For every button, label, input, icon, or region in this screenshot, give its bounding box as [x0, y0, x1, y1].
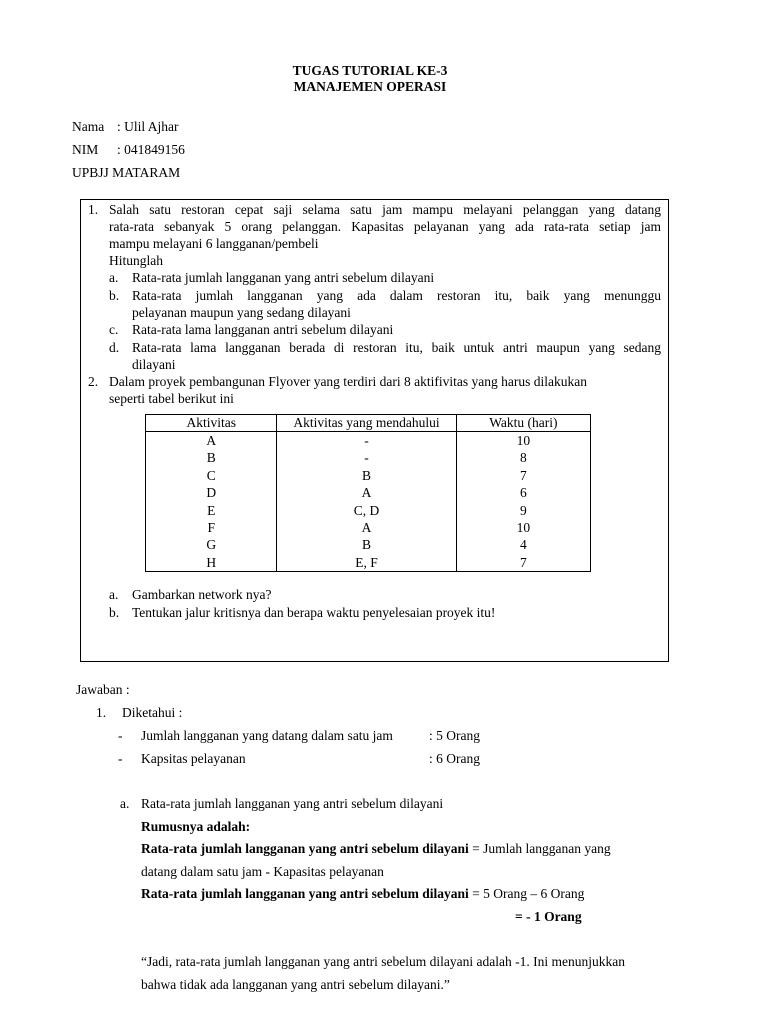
q2-item-a-text: Gambarkan network nya?	[132, 587, 272, 602]
table-cell: A	[146, 432, 277, 450]
known-1-dash: -	[118, 728, 123, 743]
name-label: Nama	[72, 119, 105, 134]
nim-value: : 041849156	[117, 142, 185, 157]
table-cell: -	[277, 432, 456, 450]
table-row	[146, 432, 591, 450]
known-2-dash: -	[118, 751, 123, 766]
table-cell: F	[146, 519, 277, 536]
table-row	[146, 502, 591, 519]
table-cell: G	[146, 536, 277, 553]
table-cell: C, D	[277, 502, 456, 519]
table-row	[146, 449, 591, 466]
conclusion-line-2: bahwa tidak ada langganan yang antri sebelum dilayani.”	[141, 977, 450, 992]
table-row	[146, 554, 591, 572]
table-cell: E, F	[277, 554, 456, 572]
table-cell: 8	[456, 449, 590, 466]
table-row	[146, 536, 591, 553]
formula-line-2: datang dalam satu jam - Kapasitas pelayanan	[141, 864, 384, 879]
nim-label: NIM	[72, 142, 99, 157]
table-cell: 7	[456, 467, 590, 484]
q1-number: 1.	[88, 202, 99, 217]
table-header-row	[146, 415, 591, 432]
q2-item-b-text: Tentukan jalur kritisnya dan berapa waktu penyelesaian proyek itu!	[132, 605, 496, 620]
table-header-cell: Aktivitas	[146, 415, 277, 432]
table-cell: A	[277, 484, 456, 501]
calc-bold: Rata-rata jumlah langganan yang antri sebelum dilayani	[141, 886, 469, 901]
calc-line	[141, 886, 584, 902]
part-a-title: Rata-rata jumlah langganan yang antri sebelum dilayani	[141, 796, 444, 811]
formula-line-1	[141, 841, 611, 857]
table-row	[146, 467, 591, 484]
q2-item-b-letter: b.	[109, 605, 120, 620]
table-cell: 7	[456, 554, 590, 572]
known-2-label: Kapsitas pelayanan	[141, 751, 246, 766]
part-a-letter: a.	[120, 796, 130, 811]
table-cell: 10	[456, 519, 590, 536]
table-cell: 6	[456, 484, 590, 501]
table-cell: 4	[456, 536, 590, 553]
q1-text-line-3: mampu melayani 6 langganan/pembeli	[109, 236, 319, 251]
table-cell: D	[146, 484, 277, 501]
table-header-cell: Waktu (hari)	[456, 415, 590, 432]
activity-table	[145, 414, 591, 572]
q2-text-line-1: Dalam proyek pembangunan Flyover yang terdiri dari 8 aktifivitas yang harus dilakukan	[109, 374, 587, 389]
table-cell: 9	[456, 502, 590, 519]
table-cell: -	[277, 449, 456, 466]
conclusion-line-1: “Jadi, rata-rata jumlah langganan yang antri sebelum dilayani adalah -1. Ini menunjukkan	[141, 954, 625, 969]
q1-item-b-text-1: Rata-rata jumlah langganan yang ada dalam restoran itu, baik yang menunggu	[132, 288, 661, 303]
table-cell: E	[146, 502, 277, 519]
q1-item-d-letter: d.	[109, 340, 120, 355]
q2-text-line-2: seperti tabel berikut ini	[109, 391, 234, 406]
q1-hitunglah: Hitunglah	[109, 253, 163, 268]
q1-item-d-text-2: dilayani	[132, 357, 176, 372]
table-cell: B	[277, 536, 456, 553]
table-cell: C	[146, 467, 277, 484]
q1-item-c-text: Rata-rata lama langganan antri sebelum dilayani	[132, 322, 394, 337]
upbjj-label: UPBJJ MATARAM	[72, 165, 181, 180]
document-title-line-2: MANAJEMEN OPERASI	[293, 79, 447, 94]
table-header-cell: Aktivitas yang mendahului	[277, 415, 456, 432]
calc-result: = - 1 Orang	[515, 909, 582, 924]
table-cell: B	[277, 467, 456, 484]
table-row	[146, 519, 591, 536]
formula-bold: Rata-rata jumlah langganan yang antri sebelum dilayani	[141, 841, 469, 856]
answer-heading: Jawaban :	[76, 682, 130, 697]
table-cell: 10	[456, 432, 590, 450]
table-cell: A	[277, 519, 456, 536]
q1-item-d-text-1: Rata-rata lama langganan berada di restoran itu, baik untuk antri maupun yang sedang	[132, 340, 661, 355]
known-2-value: : 6 Orang	[429, 751, 480, 766]
answer-q1-number: 1.	[96, 705, 107, 720]
document-title-line-1: TUGAS TUTORIAL KE-3	[292, 63, 448, 78]
rumus-label: Rumusnya adalah:	[141, 819, 251, 834]
formula-rest: = Jumlah langganan yang	[468, 841, 611, 856]
q1-item-a-letter: a.	[109, 270, 119, 285]
table-row	[146, 484, 591, 501]
q1-text-line-1: Salah satu restoran cepat saji selama satu jam mampu melayani pelanggan yang datang	[109, 202, 661, 217]
q1-item-b-letter: b.	[109, 288, 120, 303]
calc-rest: = 5 Orang – 6 Orang	[468, 886, 585, 901]
q1-item-b-text-2: pelayanan maupun yang sedang dilayani	[132, 305, 351, 320]
known-1-value: : 5 Orang	[429, 728, 480, 743]
table-cell: H	[146, 554, 277, 572]
name-value: : Ulil Ajhar	[117, 119, 179, 134]
q2-number: 2.	[88, 374, 99, 389]
answer-diketahui: Diketahui :	[122, 705, 183, 720]
known-1-label: Jumlah langganan yang datang dalam satu jam	[141, 728, 393, 743]
q1-text-line-2: rata-rata sebanyak 5 orang pelanggan. Kapasitas pelayanan yang ada rata-rata setiap jam	[109, 219, 661, 234]
table-cell: B	[146, 449, 277, 466]
q1-item-c-letter: c.	[109, 322, 119, 337]
q1-item-a-text: Rata-rata jumlah langganan yang antri sebelum dilayani	[132, 270, 435, 285]
q2-item-a-letter: a.	[109, 587, 119, 602]
